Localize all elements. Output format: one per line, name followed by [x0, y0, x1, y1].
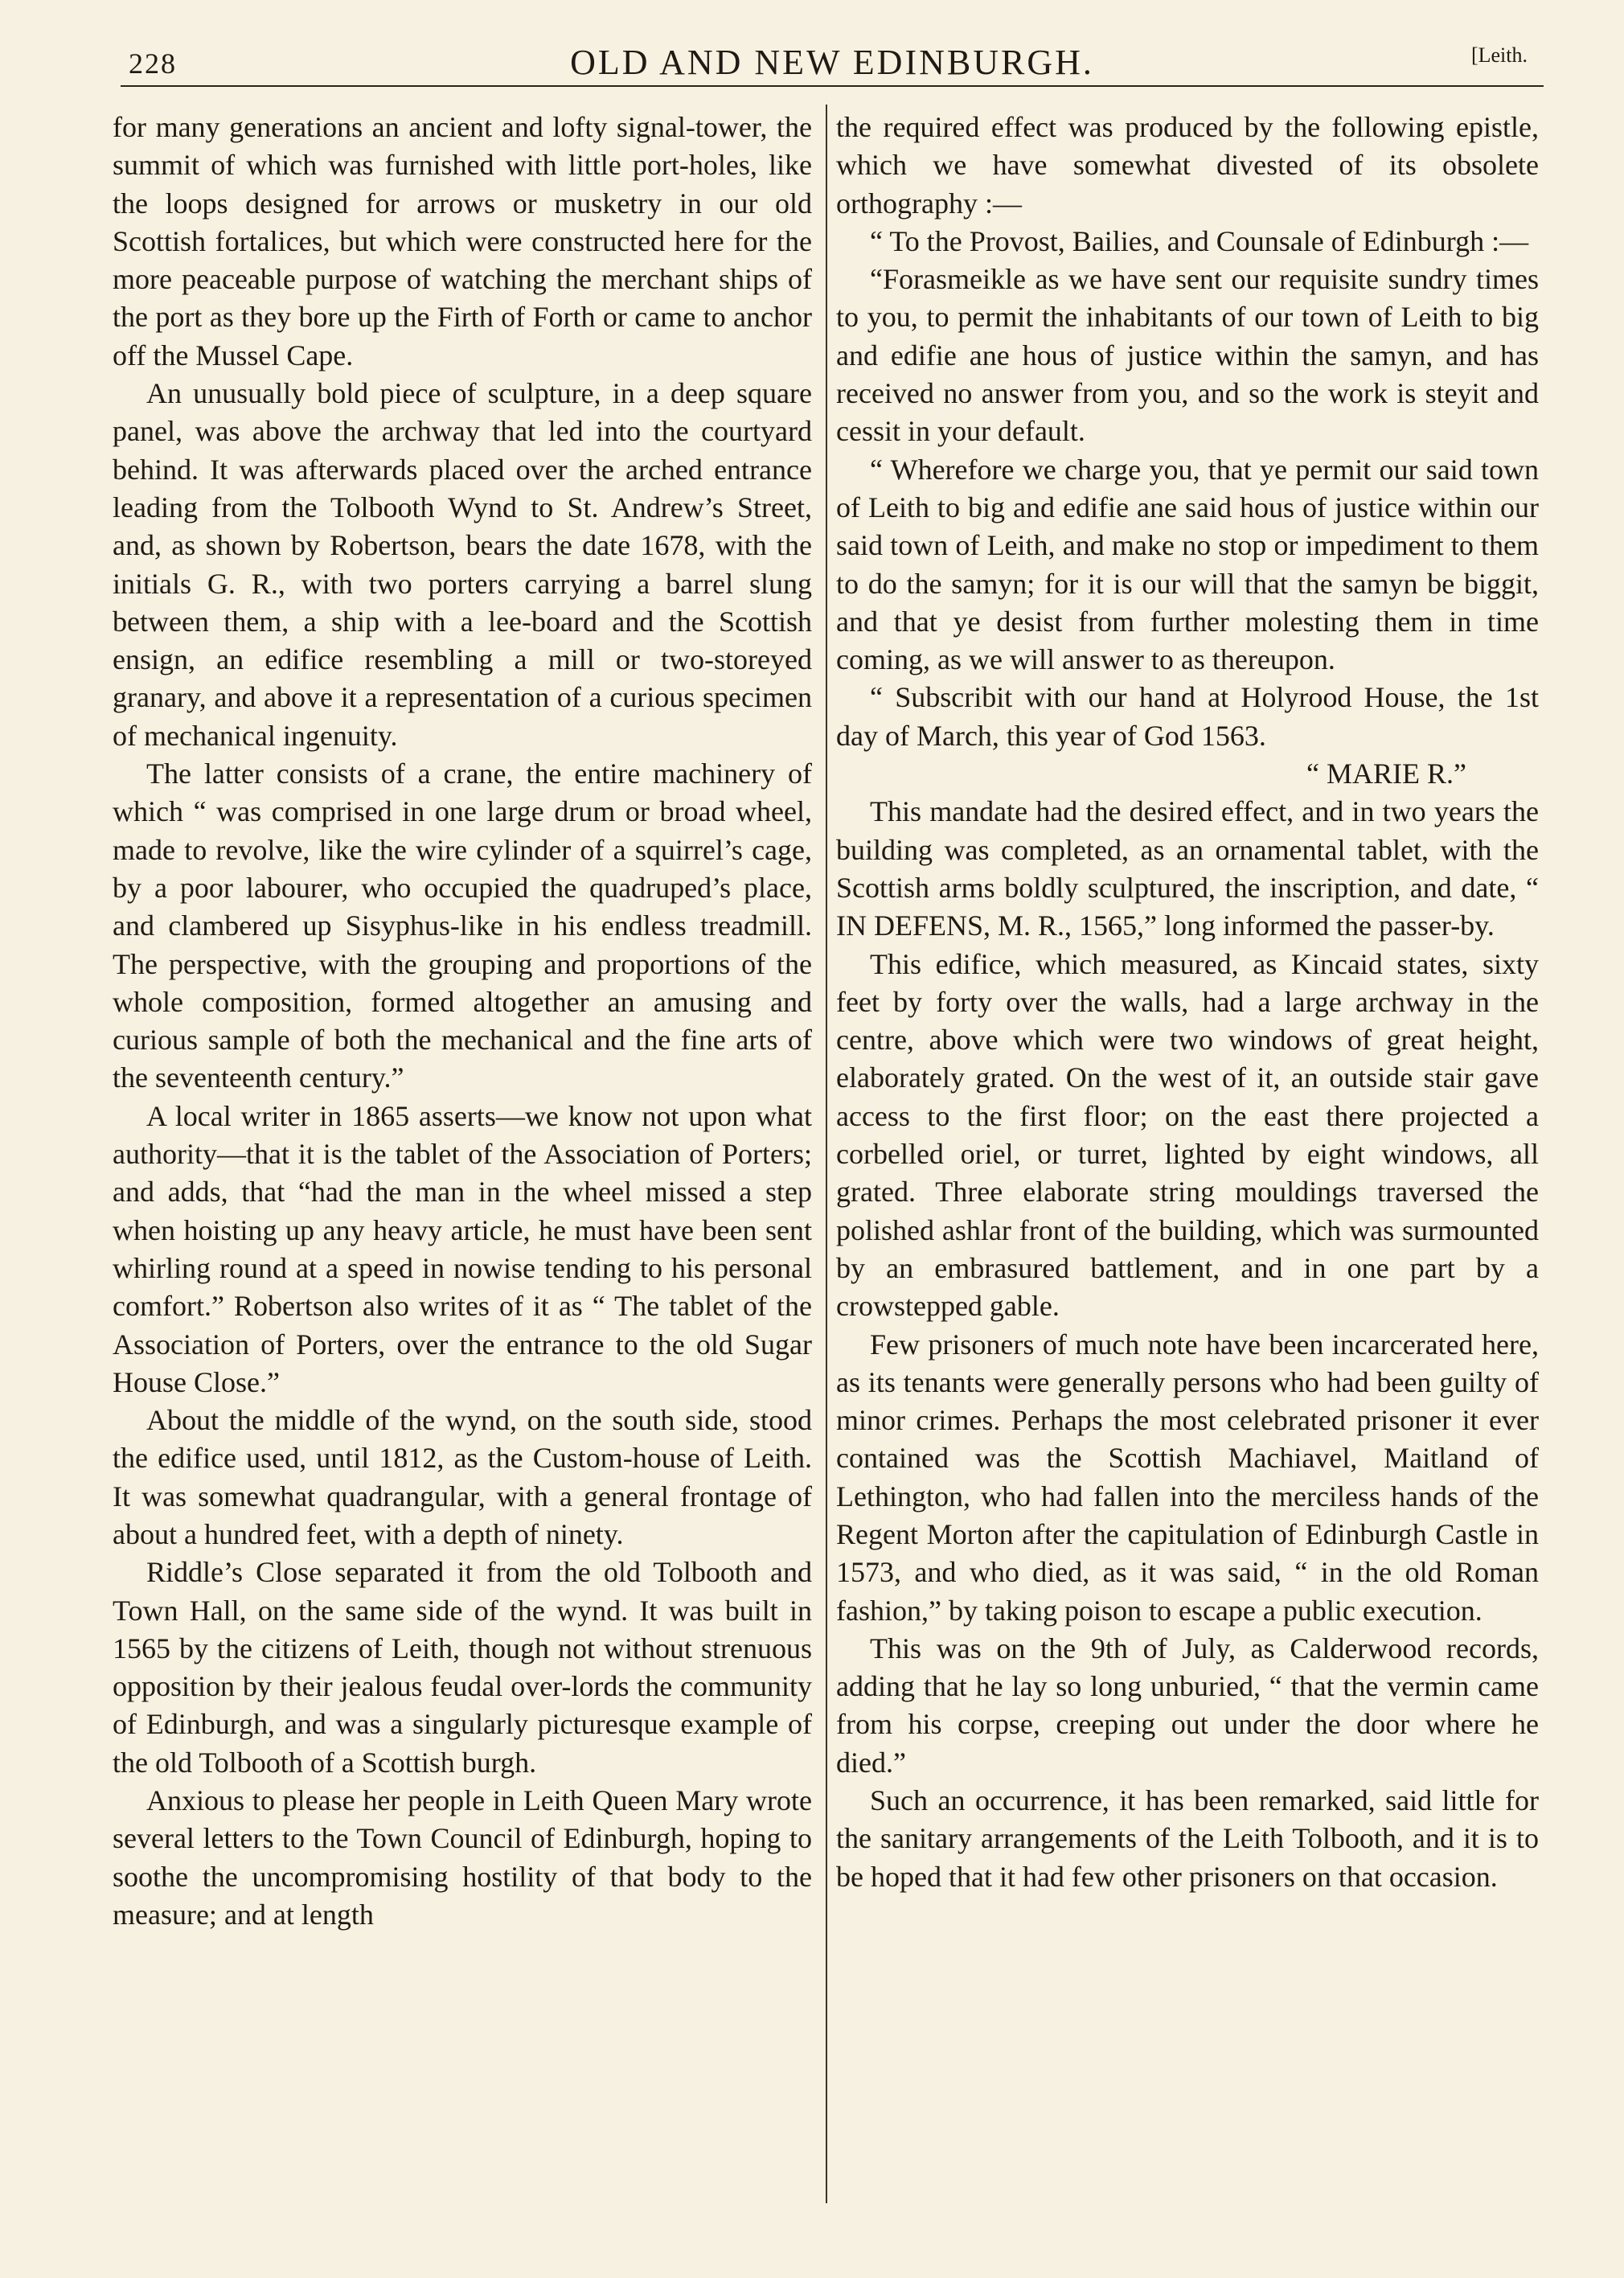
section-tag: [Leith. — [1470, 43, 1528, 67]
letter-paragraph: “Forasmeikle as we have sent our requisite sundry times to you, to permit the inhabitants of our town of Leith to big and edifie ane hous of justice within the samyn, and has received no answer from you, and so the work is steyit and cessit in your default. — [836, 263, 1539, 448]
paragraph: This edifice, which measured, as Kincaid states, sixty feet by forty over the walls, had a large archway in the centre, above which were two windows of great height, elaborately grated. On the west of it, an outside stair gave access to the first floor; on the east there projected a corbelled oriel, or turret, lighted by eight windows, all grated. Three elaborate string mouldings traversed the polished ashlar front of the building, which was surmounted by an embrasured battlement, and in one part by a crowstepped gable. — [836, 947, 1539, 1323]
paragraph: Few prisoners of much note have been incarcerated here, as its tenants were generally persons who had been guilty of minor crimes. Perhaps the most celebrated prisoner it ever contained was the Scottish Machiavel, Maitland of Lethington, who had fallen into the merciless hands of the Regent Morton after the capitulation of Edinburgh Castle in 1573, and who died, as it was said, “ in the old Roman fashion,” by taking poison to escape a public execution. — [836, 1328, 1539, 1627]
right-column — [836, 109, 1539, 1896]
left-column — [113, 109, 812, 1934]
letter-paragraph: “ Wherefore we charge you, that ye permit our said town of Leith to big and edifie ane said hous of justice within our said town of Leith, and make no stop or impediment to them to do the samyn; for it is our will that the samyn be biggit, and that ye desist from further molesting them in time coming, as we will answer to as thereupon. — [836, 453, 1539, 676]
page-header — [121, 35, 1544, 92]
letter-paragraph: “ Subscribit with our hand at Holyrood House, the 1st day of March, this year of God 1563. — [836, 681, 1539, 752]
paragraph: Riddle’s Close separated it from the old Tolbooth and Town Hall, on the same side of the wynd. It was built in 1565 by the citizens of Leith, though not without strenuous opposition by their jealous feudal over-lords the community of Edinburgh, and was a singularly picturesque example of the old Tolbooth of a Scottish burgh. — [113, 1556, 812, 1779]
paragraph: This mandate had the desired effect, and in two years the building was completed, as an ornamental tablet, with the Scottish arms boldly sculptured, the inscription, and date, “ IN DEFENS, M. R., 1565,” long informed the passer-by. — [836, 795, 1539, 942]
paragraph: About the middle of the wynd, on the south side, stood the edifice used, until 1812, as the Custom-house of Leith. It was somewhat quadrangular, with a general frontage of about a hundred feet, with a depth of ninety. — [113, 1404, 812, 1550]
paragraph: for many generations an ancient and lofty signal-tower, the summit of which was furnished with little port-holes, like the loops designed for arrows or musketry in our old Scottish fortalices, but which were constructed here for the more peaceable purpose of watching the merchant ships of the port as they bore up the Firth of Forth or came to anchor off the Mussel Cape. — [113, 111, 812, 371]
column-divider — [826, 105, 827, 2203]
paragraph: A local writer in 1865 asserts—we know not upon what authority—that it is the tablet of the Association of Porters; and adds, that “had the man in the wheel missed a step when hoisting up any heavy article, he must have been sent whirling round at a speed in nowise tending to his personal comfort.” Robertson also writes of it as “ The tablet of the Association of Porters, over the entrance to the old Sugar House Close.” — [113, 1099, 812, 1398]
running-title: OLD AND NEW EDINBURGH. — [570, 43, 1094, 82]
paragraph: Such an occurrence, it has been remarked, said little for the sanitary arrangements of the Leith Tolbooth, and it is to be hoped that it had few other prisoners on that occasion. — [836, 1784, 1539, 1893]
page-number: 228 — [129, 47, 177, 80]
letter-salutation: “ To the Provost, Bailies, and Counsale of Edinburgh :— — [870, 224, 1529, 257]
header-rule — [121, 85, 1544, 87]
paragraph: This was on the 9th of July, as Calderwood records, adding that he lay so long unburied, “ that the vermin came from his corpse, creeping out under the door where he died.” — [836, 1632, 1539, 1779]
paragraph: The latter consists of a crane, the entire machinery of which “ was comprised in one large drum or broad wheel, made to revolve, like the wire cylinder of a squirrel’s cage, by a poor labourer, who occupied the quadruped’s place, and clambered up Sisyphus-like in his endless treadmill. The perspective, with the grouping and proportions of the whole composition, formed altogether an amusing and curious sample of both the mechanical and the fine arts of the seventeenth century.” — [113, 757, 812, 1094]
paragraph: the required effect was produced by the following epistle, which we have somewhat divested of its obsolete orthography :— — [836, 111, 1539, 220]
paragraph: Anxious to please her people in Leith Queen Mary wrote several letters to the Town Council of Edinburgh, hoping to soothe the uncompromising hostility of that body to the measure; and at length — [113, 1784, 812, 1931]
paragraph: An unusually bold piece of sculpture, in a deep square panel, was above the archway that led into the courtyard behind. It was afterwards placed over the arched entrance leading from the Tolbooth Wynd to St. Andrew’s Street, and, as shown by Robertson, bears the date 1678, with the initials G. R., with two porters carrying a barrel slung between them, a ship with a lee-board and the Scottish ensign, an edifice resembling a mill or two-storeyed granary, and above it a representation of a curious specimen of mechanical ingenuity. — [113, 377, 812, 752]
letter-signature: “ MARIE R.” — [1306, 757, 1466, 790]
